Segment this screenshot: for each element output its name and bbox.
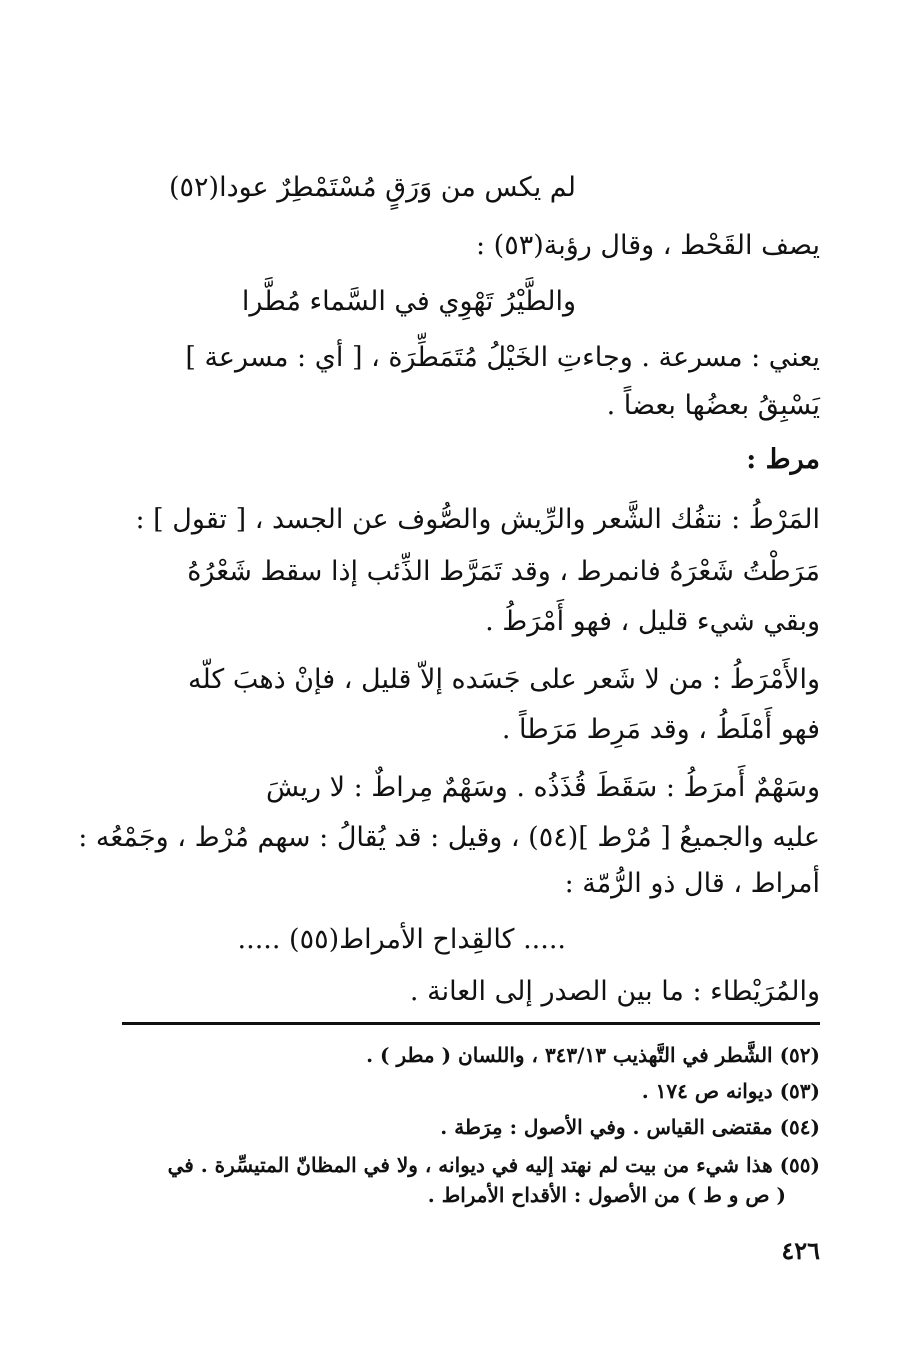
- entry-heading: مرط :: [746, 444, 820, 475]
- footnote: ( ص و ط ) من الأصول : الأقداح الأمراط .: [427, 1183, 786, 1207]
- text-line: عليه والجميعُ [ مُرْط ](٥٤) ، وقيل : قد يُقالُ : سهم مُرْط ، وجَمْعُه :: [78, 822, 820, 853]
- page-number: ٤٢٦: [781, 1236, 820, 1265]
- footnote: (٥٤) مقتضى القياس . وفي الأصول : مِرَطة .: [440, 1115, 820, 1139]
- verse-line: والطَّيْرُ تَهْوِي في السَّماء مُطَّرا: [241, 286, 576, 317]
- text-line: أمراط ، قال ذو الرُّمّة :: [564, 868, 820, 899]
- verse-line: ..... كالقِداح الأمراط(٥٥) .....: [237, 924, 566, 955]
- text-line: المَرْطُ : نتفُك الشَّعر والرِّيش والصُّوف عن الجسد ، [ تقول ] :: [135, 504, 820, 535]
- text-line: فهو أَمْلَطُ ، وقد مَرِط مَرَطاً .: [501, 714, 820, 745]
- footnote: (٥٥) هذا شيء من بيت لم نهتد إليه في ديوانه ، ولا في المظانّ المتيسِّرة . في: [167, 1153, 820, 1177]
- text-line: يعني : مسرعة . وجاءتِ الخَيْلُ مُتَمَطِّرَة ، [ أي : مسرعة ]: [185, 342, 820, 373]
- text-line: وسَهْمٌ أَمرَطُ : سَقَطَ قُذَذُه . وسَهْمٌ مِراطٌ : لا ريشَ: [266, 772, 820, 803]
- text-line: والأَمْرَطُ : من لا شَعر على جَسَده إلاّ قليل ، فإنْ ذهبَ كلّه: [187, 664, 820, 695]
- text-line: يَسْبِقُ بعضُها بعضاً .: [606, 390, 820, 421]
- footnote: (٥٣) ديوانه ص ١٧٤ .: [641, 1079, 820, 1103]
- text-line: مَرَطْتُ شَعْرَهُ فانمرط ، وقد تَمَرَّط الذِّئب إذا سقط شَعْرُهُ: [187, 556, 820, 587]
- text-line: يصف القَحْط ، وقال رؤبة(٥٣) :: [476, 230, 820, 261]
- text-line: وبقي شيء قليل ، فهو أَمْرَطُ .: [485, 606, 820, 637]
- text-line: والمُرَيْطاء : ما بين الصدر إلى العانة .: [409, 976, 820, 1007]
- verse-line: لم يكس من وَرَقٍ مُسْتَمْطِرٌ عودا(٥٢): [168, 172, 576, 203]
- footnote-divider: [122, 1022, 820, 1025]
- footnote: (٥٢) الشَّطر في التَّهذيب ٣٤٣/١٣ ، واللسان ( مطر ) .: [366, 1043, 820, 1067]
